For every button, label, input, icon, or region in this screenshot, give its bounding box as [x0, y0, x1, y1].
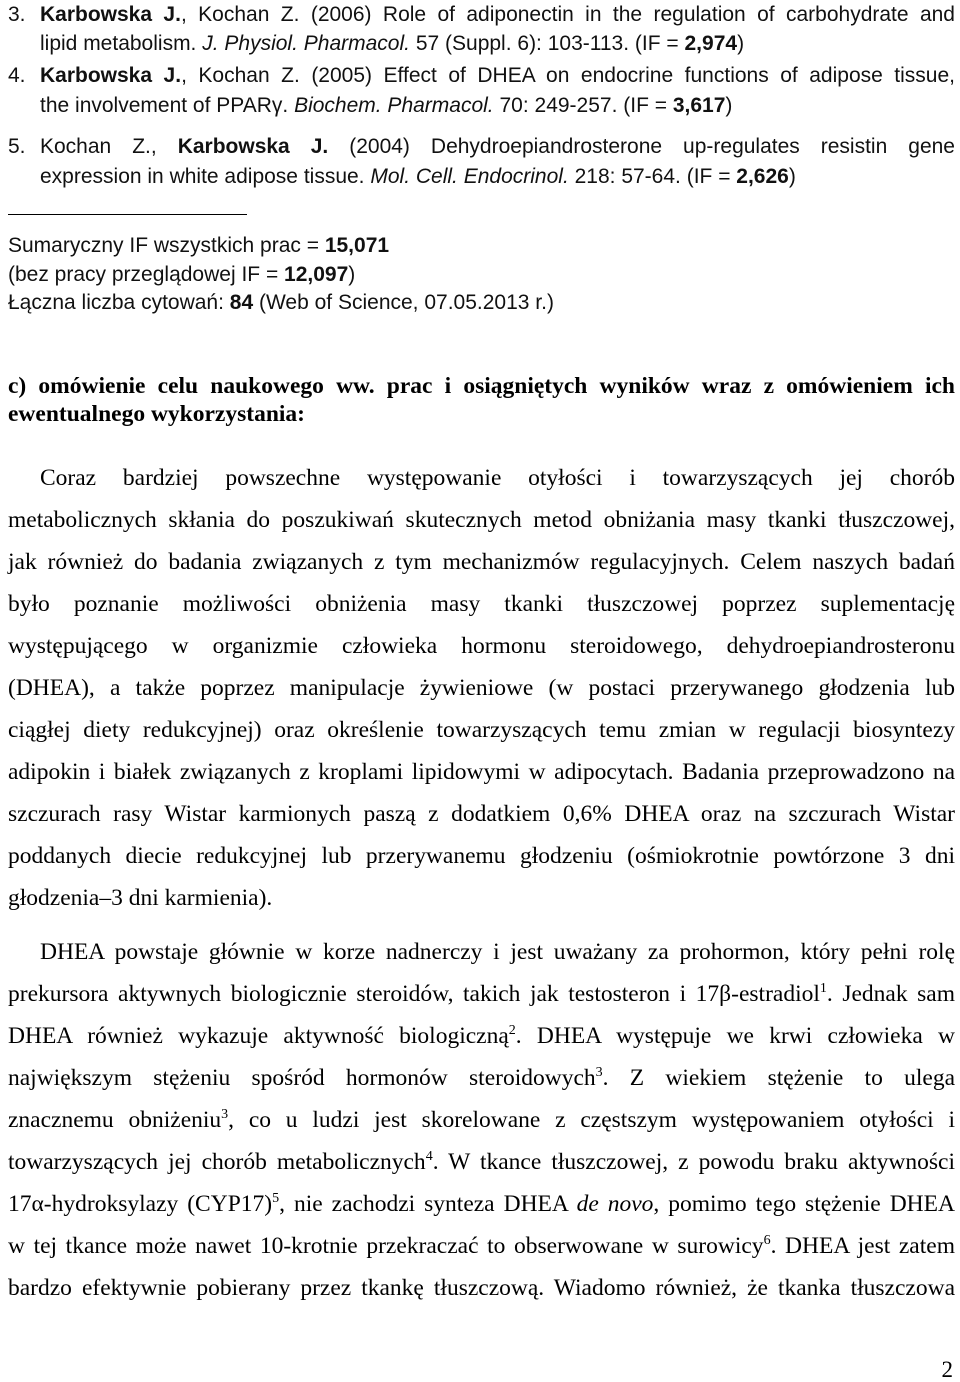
paragraph-line: ciągłej diety redukcyjnej) oraz określenie towarzyszących temu zmian w regulacji biosyntezy — [8, 717, 955, 743]
author-highlight: Karbowska J. — [40, 3, 181, 26]
reference-number: 4. — [8, 64, 26, 87]
reference-text: 57 (Suppl. 6): 103-113. (IF = — [409, 32, 685, 55]
author-highlight: Karbowska J. — [177, 135, 329, 158]
reference-text: the involvement of PPARγ. — [40, 94, 295, 117]
paragraph-line — [8, 1099, 955, 1141]
paragraph-line — [8, 1183, 955, 1225]
paragraph-text: . DHEA występuje we krwi człowieka w — [515, 1023, 955, 1049]
paragraph-text: . DHEA jest zatem — [770, 1233, 955, 1259]
paragraph-line: szczurach rasy Wistar karmionych paszą z dodatkiem 0,6% DHEA oraz na szczurach Wistar — [8, 801, 955, 827]
citation-superscript: 6 — [763, 1233, 771, 1248]
paragraph-text: , pomimo tego stężenie DHEA — [653, 1191, 955, 1217]
paragraph-text: . Z wiekiem stężenie to ulega — [602, 1065, 955, 1091]
paragraph-text: . Jednak sam — [826, 981, 955, 1007]
paragraph-text: DHEA powstaje głównie w korze nadnerczy i jest uważany za prohormon, który pełni rolę — [40, 939, 955, 965]
reference-text: , Kochan Z. (2006) Role of adiponectin in the regulation of carbohydrate and — [180, 3, 955, 26]
citation-superscript: 1 — [819, 981, 827, 996]
reference-line — [40, 0, 955, 29]
paragraph-text: , nie zachodzi synteza DHEA — [279, 1191, 577, 1217]
paragraph-text: 17α-hydroksylazy (CYP17) — [8, 1191, 273, 1217]
summary-line-total-if — [8, 232, 955, 261]
section-heading-line: c) omówienie celu naukowego ww. prac i osiągniętych wyników wraz z omówieniem ich — [8, 373, 955, 399]
reference-text: 70: 249-257. (IF = — [493, 94, 673, 117]
paragraph-line — [8, 1141, 955, 1183]
paragraph-line: (DHEA), a także poprzez manipulacje żywieniowe (w postaci przerywanego głodzenia lub — [8, 675, 955, 701]
paragraph-text: znacznemu obniżeniu — [8, 1107, 222, 1133]
paragraph-line: występującego w organizmie człowieka hormonu steroidowego, dehydroepiandrosteronu — [8, 633, 955, 659]
summary-line-citations — [8, 289, 955, 318]
paragraph-text: prekursora aktywnych biologicznie steroidów, takich jak testosteron i 17β-estradiol — [8, 981, 820, 1007]
reference-text: ) — [725, 94, 733, 117]
impact-factor-value: 2,626 — [736, 165, 789, 188]
reference-text: (2004) Dehydroepiandrosterone up-regulates resistin gene — [328, 135, 955, 158]
paragraph-text: największym stężeniu spośród hormonów steroidowych — [8, 1065, 596, 1091]
reference-text: lipid metabolism. — [40, 32, 203, 55]
summary-value: 12,097 — [284, 262, 349, 286]
reference-line — [40, 162, 955, 192]
citation-superscript: 3 — [221, 1107, 229, 1122]
reference-text: expression in white adipose tissue. — [40, 165, 371, 188]
summary-label: (bez pracy przeglądowej IF = — [8, 262, 285, 286]
summary-value: 15,071 — [324, 234, 390, 257]
journal-title: Biochem. Pharmacol. — [294, 94, 494, 117]
reference-text: 218: 57-64. (IF = — [568, 165, 737, 188]
paragraph-text: bardzo efektywnie pobierany przez tkankę tłuszczową. Wiadomo również, że tkanka tłuszczowa — [8, 1275, 955, 1301]
journal-title: J. Physiol. Pharmacol. — [202, 32, 410, 55]
journal-title: Mol. Cell. Endocrinol. — [370, 165, 569, 188]
section-heading — [8, 372, 955, 428]
summary-label: ) — [348, 262, 356, 286]
author-highlight: Karbowska J. — [40, 64, 182, 87]
reference-item — [8, 0, 955, 58]
citation-superscript: 2 — [508, 1023, 516, 1038]
section-heading-line: ewentualnego wykorzystania: — [8, 401, 305, 427]
paragraph-line: Coraz bardziej powszechne występowanie otyłości i towarzyszących jej chorób — [40, 465, 955, 491]
paragraph-line — [8, 1057, 955, 1099]
reference-item — [8, 61, 955, 121]
citation-superscript: 4 — [425, 1149, 433, 1164]
reference-number: 5. — [8, 135, 26, 158]
paragraph-line — [8, 973, 955, 1015]
summary-block — [8, 232, 955, 318]
paragraph-line: metabolicznych skłania do poszukiwań skutecznych metod obniżania masy tkanki tłuszczowej, — [8, 507, 955, 533]
paragraph-text: . W tkance tłuszczowej, z powodu braku aktywności — [432, 1149, 955, 1175]
reference-text: Kochan Z., — [40, 135, 178, 158]
page-number: 2 — [941, 1357, 953, 1382]
summary-line-if-without-review — [8, 261, 955, 290]
paragraph-text: DHEA również wykazuje aktywność biologiczną — [8, 1023, 509, 1049]
citation-superscript: 3 — [595, 1065, 603, 1080]
paragraph-line: adipokin i białek związanych z kroplami lipidowymi w adipocytach. Badania przeprowadzono na — [8, 759, 955, 785]
paragraph-line: poddanych diecie redukcyjnej lub przerywanemu głodzeniu (ośmiokrotnie powtórzone 3 dni — [8, 843, 955, 869]
reference-text: , Kochan Z. (2005) Effect of DHEA on endocrine functions of adipose tissue, — [181, 64, 955, 87]
impact-factor-value: 3,617 — [672, 94, 726, 117]
paragraph-text: w tej tkance może nawet 10-krotnie przekraczać to obserwowane w surowicy — [8, 1233, 764, 1259]
summary-label: (Web of Science, 07.05.2013 r.) — [253, 291, 554, 314]
paragraph-text: , co u ludzi jest skorelowane z częstszym występowaniem otyłości i — [228, 1107, 955, 1133]
reference-number: 3. — [8, 3, 26, 26]
paragraph-line: było poznanie możliwości obniżenia masy tkanki tłuszczowej poprzez suplementację — [8, 591, 955, 617]
paragraph — [8, 931, 955, 1309]
reference-line — [40, 91, 955, 121]
reference-line — [40, 61, 955, 91]
paragraph-text: towarzyszących jej chorób metabolicznych — [8, 1149, 426, 1175]
paragraph-line: głodzenia–3 dni karmienia). — [8, 885, 273, 911]
reference-item — [8, 132, 955, 192]
summary-label: Sumaryczny IF wszystkich prac = — [8, 234, 325, 257]
paragraph — [8, 457, 955, 919]
citation-superscript: 5 — [272, 1191, 280, 1206]
reference-line — [40, 132, 955, 162]
summary-value: 84 — [229, 291, 254, 314]
reference-text: ) — [788, 165, 796, 188]
paragraph-line — [8, 1267, 955, 1309]
impact-factor-value: 2,974 — [684, 32, 738, 55]
summary-label: Łączna liczba cytowań: — [8, 291, 230, 314]
reference-line — [40, 29, 955, 58]
paragraph-line: jak również do badania związanych z tym mechanizmów regulacyjnych. Celem naszych badań — [8, 549, 955, 575]
paragraph-line — [8, 931, 955, 973]
separator-line — [8, 214, 247, 215]
paragraph-line — [8, 1015, 955, 1057]
reference-text: ) — [737, 32, 745, 55]
latin-term: de novo — [576, 1191, 654, 1217]
paragraph-line — [8, 1225, 955, 1267]
